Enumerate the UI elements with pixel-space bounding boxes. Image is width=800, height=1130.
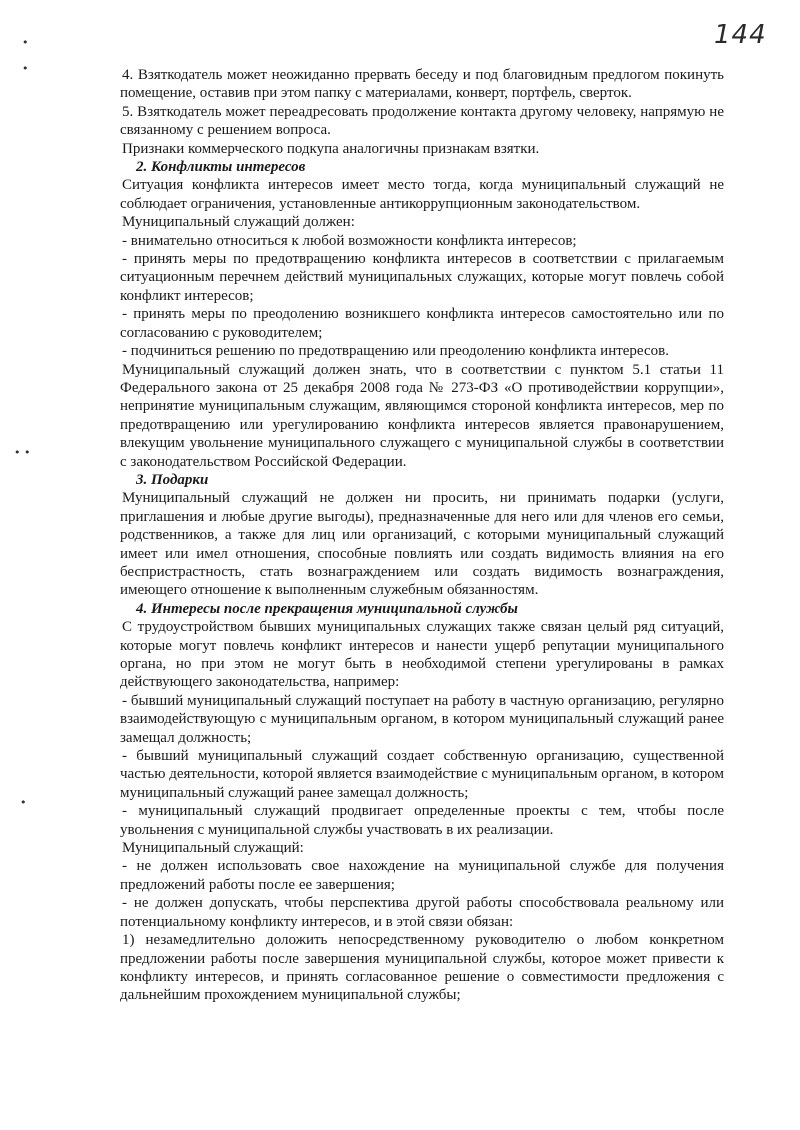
section-heading: 3. Подарки [136, 471, 209, 488]
paragraph: Ситуация конфликта интересов имеет место тогда, когда муниципальный служащий не соблюдает ограничения, установленные антикоррупционным законодательством. [120, 177, 724, 212]
list-item: 1) незамедлительно доложить непосредственному руководителю о любом конкретном предложении работы после завершения муниципальной службы, которое может привести к конфликту интересов, и принять согласованное решение о совместимости предложения с дальнейшим прохождением муниципальной службы; [120, 932, 724, 1004]
list-item: - принять меры по предотвращению конфликта интересов в соответствии с прилагаемым ситуационным перечнем действий муниципальных служащих, которые могут повлечь собой конфликт интересов; [120, 251, 724, 304]
paragraph: Муниципальный служащий не должен ни просить, ни принимать подарки (услуги, приглашения и любые другие выгоды), предназначенные для него или для членов его семьи, родственников, а также для лиц или организаций, с которыми муниципальный служащий имеет или имел отношения, способные повлиять или создать видимость влияния на его беспристрастность, стать вознаграждением или создать видимость вознаграждения, имеющего отношение к выполненным служебным обязанностям. [120, 490, 724, 599]
paragraph: Муниципальный служащий: [122, 840, 304, 857]
section-heading: 2. Конфликты интересов [136, 159, 306, 176]
paragraph: С трудоустройством бывших муниципальных служащих также связан целый ряд ситуаций, которые могут повлечь конфликт интересов и нанести ущерб репутации муниципального органа, но при этом не могут быть в необходимой степени урегулированы в рамках действующего законодательства, например: [120, 619, 724, 691]
list-item: - не должен использовать свое нахождение на муниципальной службе для получения предложений работы после ее завершения; [120, 858, 724, 893]
paragraph: Муниципальный служащий должен знать, что в соответствии с пунктом 5.1 статьи 11 Федерального закона от 25 декабря 2008 года № 273-ФЗ «О противодействии коррупции», непринятие муниципальным служащим, являющимся стороной конфликта интересов, мер по предотвращению или урегулированию конфликта интересов является правонарушением, влекущим увольнение муниципального служащего с муниципальной службы в соответствии с законодательством Российской Федерации. [120, 361, 724, 470]
scan-mark: • [20, 796, 27, 809]
paragraph: Признаки коммерческого подкупа аналогичны признакам взятки. [122, 140, 540, 157]
list-item: - принять меры по преодолению возникшего конфликта интересов самостоятельно или по согласованию с руководителем; [120, 306, 724, 341]
paragraph: 4. Взяткодатель может неожиданно прервать беседу и под благовидным предлогом покинуть помещение, оставив при этом папку с материалами, конверт, портфель, сверток. [120, 67, 724, 102]
list-item: - подчиниться решению по предотвращению или преодолению конфликта интересов. [122, 343, 669, 360]
paragraph: Муниципальный служащий должен: [122, 214, 355, 231]
document-body [120, 66, 724, 1005]
list-item: - муниципальный служащий продвигает определенные проекты с тем, чтобы после увольнения с муниципальной службы участвовать в их реализации. [120, 803, 724, 838]
scan-mark: • [22, 62, 29, 75]
list-item: - бывший муниципальный служащий создает собственную организацию, существенной частью деятельности, которой является взаимодействие с муниципальным органом, в котором муниципальный служащий ранее замещал должность; [120, 748, 724, 801]
paragraph: 5. Взяткодатель может переадресовать продолжение контакта другому человеку, напрямую не связанному с решением вопроса. [120, 103, 724, 139]
page-number: 144 [714, 20, 767, 50]
list-item: - бывший муниципальный служащий поступает на работу в частную организацию, регулярно взаимодействующую с муниципальным органом, в котором муниципальный служащий ранее замещал должность; [120, 692, 724, 746]
list-item: - внимательно относиться к любой возможности конфликта интересов; [122, 232, 577, 249]
scan-mark: • • [14, 446, 31, 459]
scan-mark: • [22, 36, 29, 49]
list-item: - не должен допускать, чтобы перспектива другой работы способствовала реальному или потенциальному конфликту интересов, и в этой связи обязан: [120, 895, 724, 930]
section-heading: 4. Интересы после прекращения муниципальной службы [136, 600, 518, 617]
